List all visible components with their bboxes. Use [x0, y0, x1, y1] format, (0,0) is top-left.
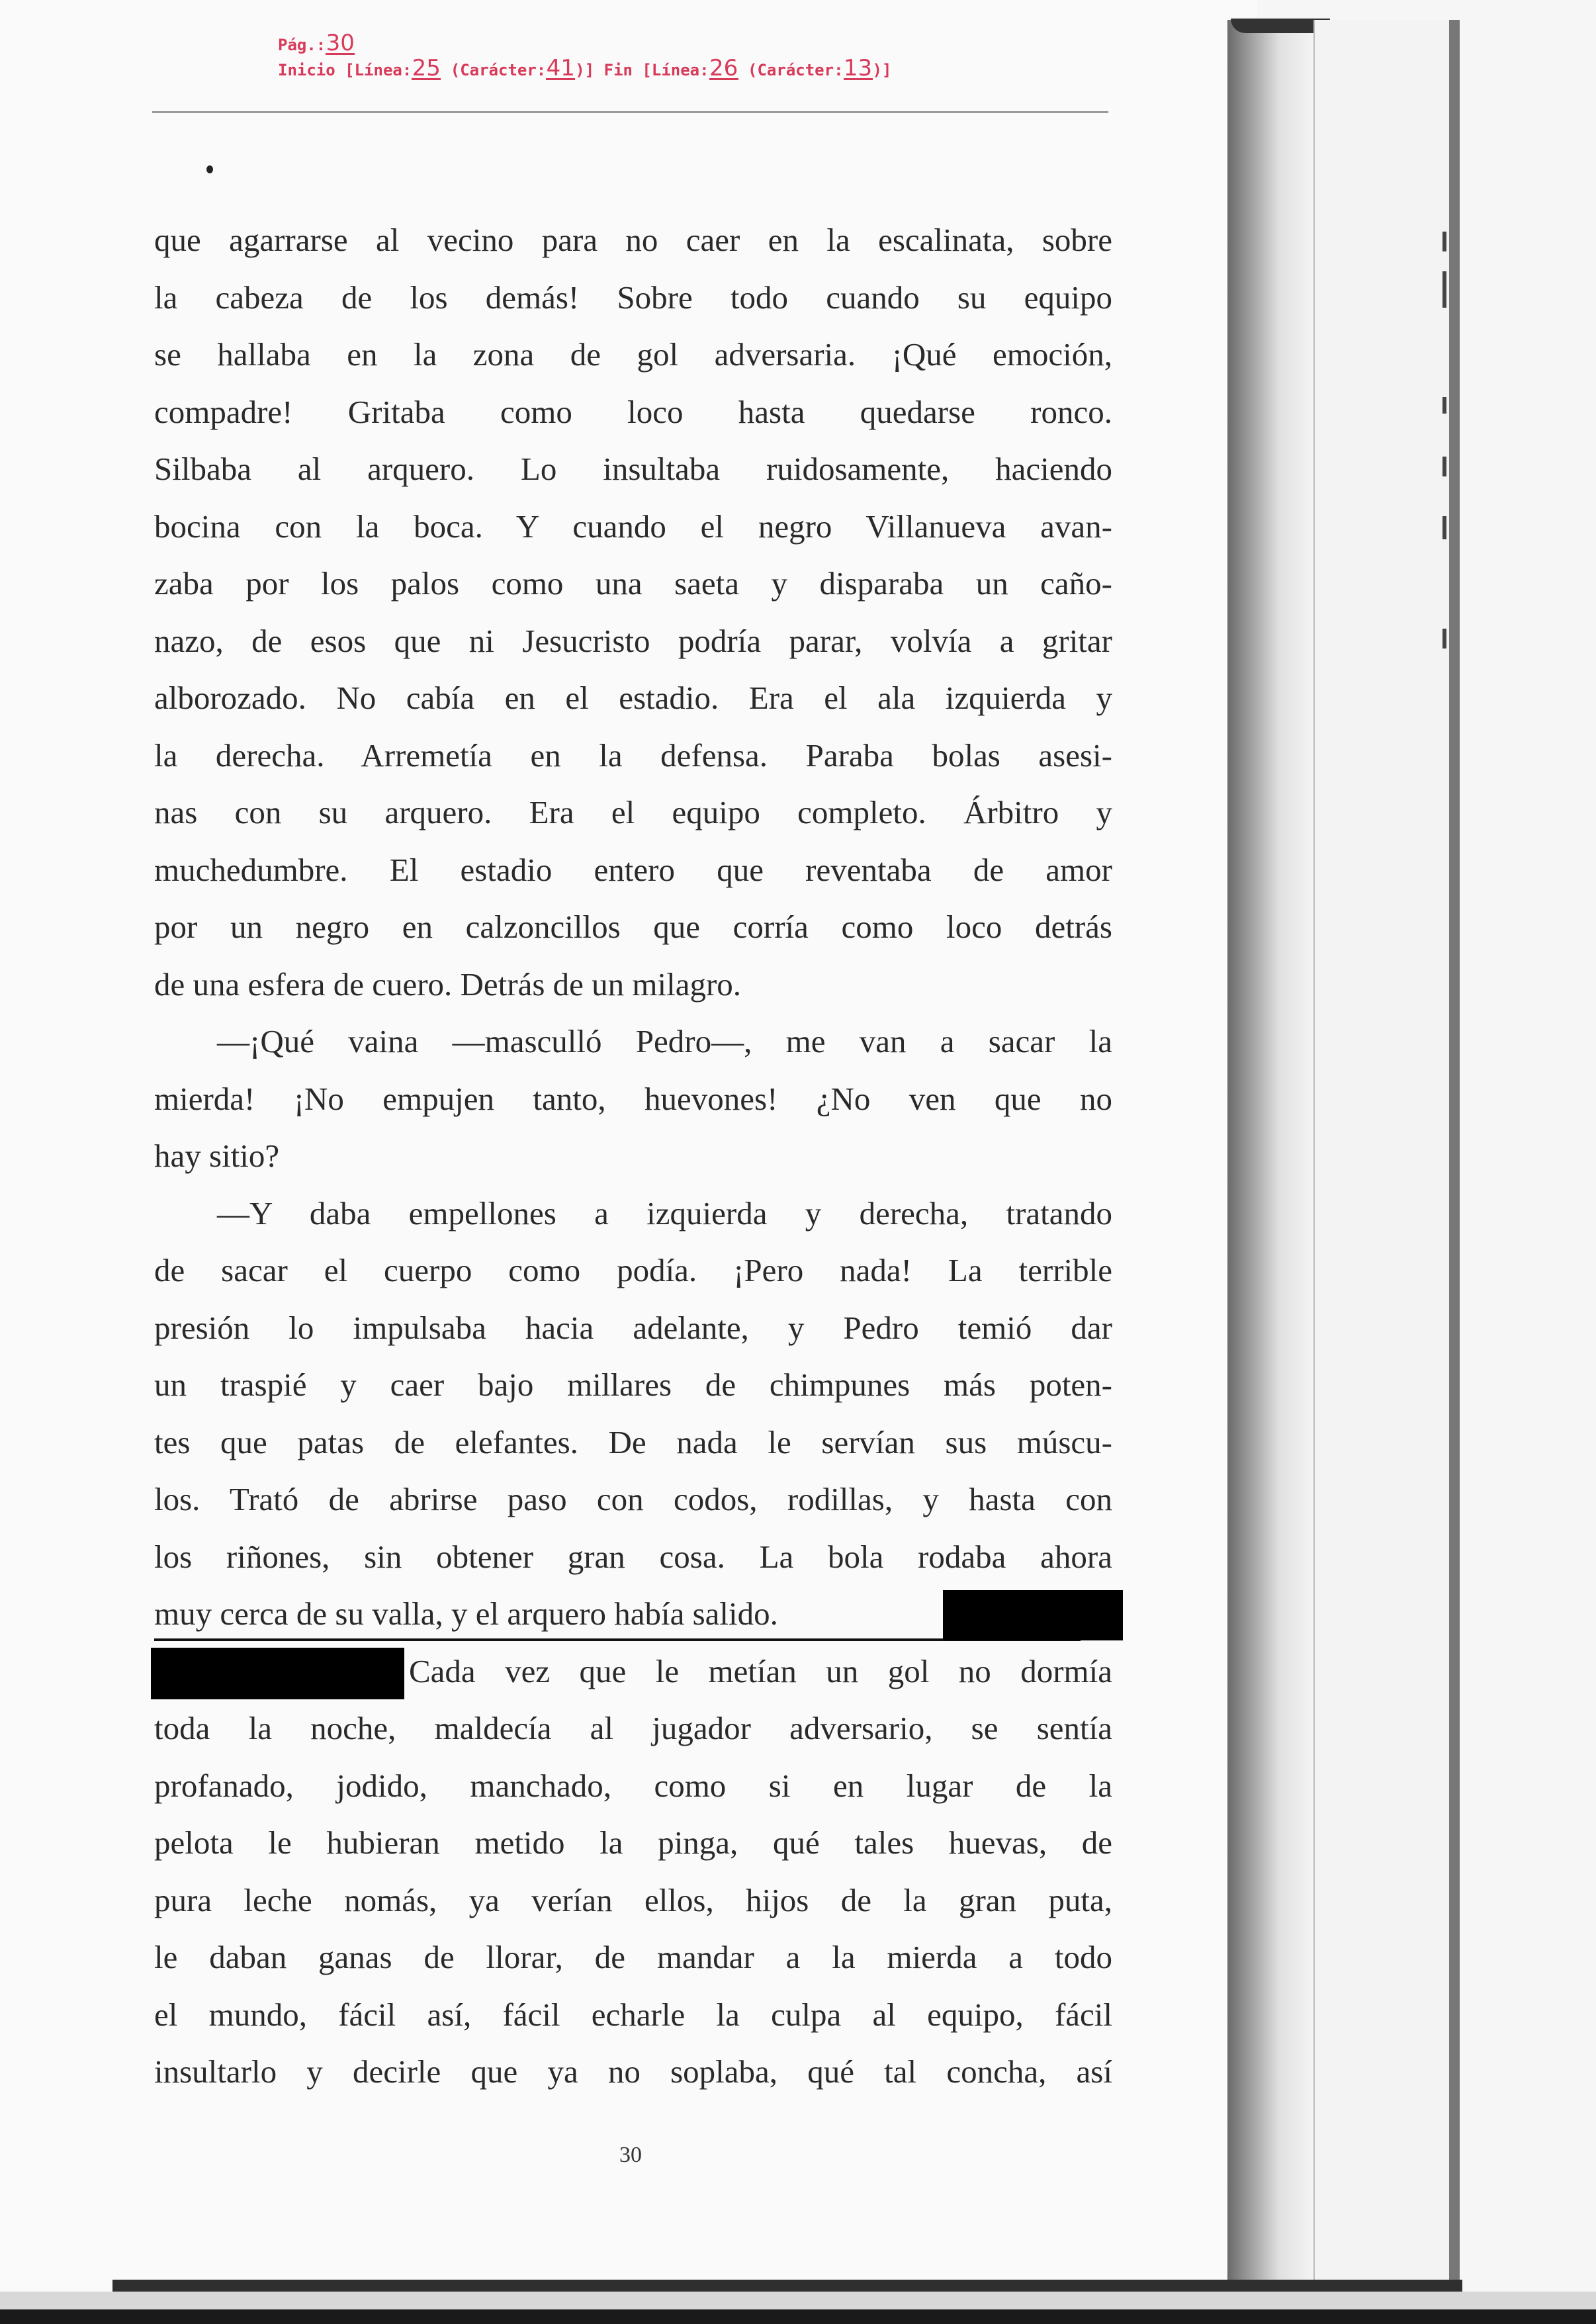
pag-value: 30	[326, 30, 355, 56]
pag-label: Pág.:	[278, 36, 326, 54]
inicio-caracter-value: 41	[546, 55, 575, 81]
text-line: por un negro en calzoncillos que corría como loco detrás	[154, 909, 1112, 945]
text-line: Silbaba al arquero. Lo insultaba ruidosamente, haciendo	[154, 451, 1112, 487]
text-line: le daban ganas de llorar, de mandar a la mierda a todo	[154, 1939, 1112, 1975]
text-line: profanado, jodido, manchado, como si en lugar de la	[154, 1767, 1112, 1804]
caracter-label: (Carácter:	[450, 61, 547, 79]
close-bracket: )]	[872, 61, 892, 79]
text-line: nas con su arquero. Era el equipo completo. Árbitro y	[154, 794, 1112, 830]
page-annotation	[278, 30, 1105, 56]
text-line: zaba por los palos como una saeta y disparaba un caño-	[154, 565, 1112, 602]
text-line: —¡Qué vaina —masculló Pedro—, me van a sacar la	[217, 1023, 1112, 1059]
book-spine-shadow	[1227, 20, 1313, 2303]
scan-speck	[206, 165, 213, 173]
text-line: los. Trató de abrirse paso con codos, rodillas, y hasta con	[154, 1481, 1112, 1517]
text-line: el mundo, fácil así, fácil echarle la culpa al equipo, fácil	[154, 1996, 1112, 2033]
text-line: tes que patas de elefantes. De nada le servían sus múscu-	[154, 1423, 1112, 1460]
text-line: —Y daba empellones a izquierda y derecha, tratando	[217, 1194, 1112, 1231]
text-line: pura leche nomás, ya verían ellos, hijos de la gran puta,	[154, 1881, 1112, 1918]
facing-page-edge	[1313, 20, 1454, 2303]
fin-linea-label: [Línea:	[642, 61, 709, 79]
text-line: un traspié y caer bajo millares de chimpunes más poten-	[154, 1366, 1112, 1403]
text-line: toda la noche, maldecía al jugador adversario, se sentía	[154, 1710, 1112, 1746]
text-line: hay sitio?	[154, 1138, 280, 1174]
page-bottom-edge	[112, 2280, 1462, 2292]
inicio-linea-value: 25	[412, 55, 441, 81]
annotation-header	[278, 30, 1105, 81]
text-line: nazo, de esos que ni Jesucristo podría parar, volvía a gritar	[154, 622, 1112, 659]
text-line: de una esfera de cuero. Detrás de un milagro.	[154, 965, 742, 1003]
text-line: muy cerca de su valla, y el arquero había salido.	[154, 1595, 778, 1632]
text-line: insultarlo y decirle que ya no soplaba, qué tal concha, así	[154, 2053, 1112, 2090]
header-divider	[152, 111, 1108, 113]
redaction-box-1	[943, 1590, 1123, 1640]
fin-label: )] Fin	[575, 61, 633, 79]
text-line: la derecha. Arremetía en la defensa. Paraba bolas asesi-	[154, 737, 1112, 774]
text-line: Cada vez que le metían un gol no dormía	[409, 1652, 1112, 1689]
redaction-box-2	[151, 1648, 404, 1699]
inicio-label: Inicio	[278, 61, 335, 79]
text-line: alborozado. No cabía en el estadio. Era el ala izquierda y	[154, 680, 1112, 716]
text-line: que agarrarse al vecino para no caer en la escalinata, sobre	[154, 222, 1112, 258]
scan-bottom-strip	[0, 2309, 1596, 2324]
page-number: 30	[619, 2143, 642, 2167]
facing-page-border	[1449, 20, 1460, 2303]
fin-caracter-value: 13	[843, 55, 873, 81]
text-line: presión lo impulsaba hacia adelante, y Pedro temió dar	[154, 1309, 1112, 1346]
text-line: de sacar el cuerpo como podía. ¡Pero nada! La terrible	[154, 1252, 1112, 1288]
text-line: muchedumbre. El estadio entero que reventaba de amor	[154, 851, 1112, 888]
text-line: compadre! Gritaba como loco hasta quedarse ronco.	[154, 393, 1112, 430]
body-text	[154, 212, 1112, 2101]
redaction-underline	[154, 1638, 1081, 1641]
text-line: bocina con la boca. Y cuando el negro Villanueva avan-	[154, 508, 1112, 545]
text-line: mierda! ¡No empujen tanto, huevones! ¿No ven que no	[154, 1080, 1112, 1117]
fin-caracter-label: (Carácter:	[748, 61, 844, 79]
text-line: pelota le hubieran metido la pinga, qué tales huevas, de	[154, 1824, 1112, 1861]
linea-label: [Línea:	[345, 61, 412, 79]
text-line: los riñones, sin obtener gran cosa. La bola rodaba ahora	[154, 1538, 1112, 1575]
fin-linea-value: 26	[709, 55, 738, 81]
text-line: la cabeza de los demás! Sobre todo cuando su equipo	[154, 279, 1112, 316]
range-annotation	[278, 55, 1105, 81]
text-line: se hallaba en la zona de gol adversaria. ¡Qué emoción,	[154, 336, 1112, 373]
